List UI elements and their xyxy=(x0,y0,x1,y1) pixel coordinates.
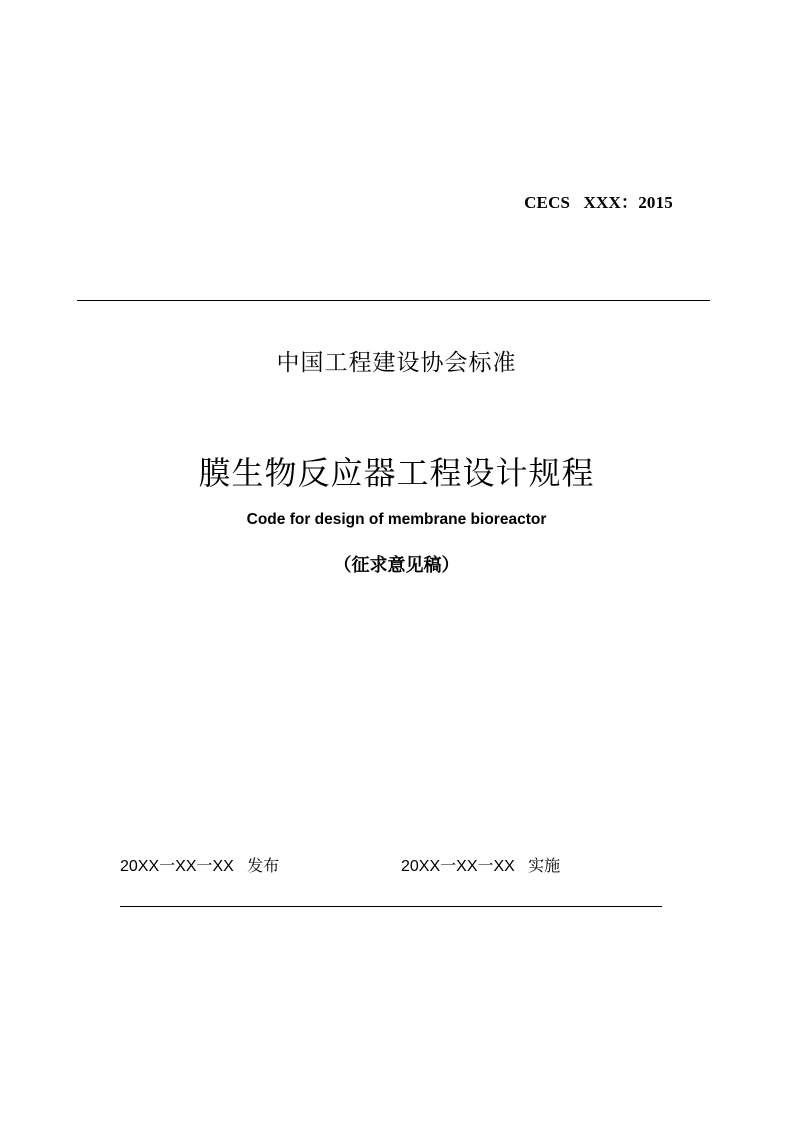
draft-status-note: （征求意见稿） xyxy=(333,555,460,576)
association-name: 中国工程建设协会标准 xyxy=(276,350,517,376)
bottom-divider xyxy=(120,906,662,907)
issue-date: 20XX一XX一XX 发布 xyxy=(120,858,280,875)
standard-code: CECS XXX：2015 xyxy=(524,193,673,212)
top-divider xyxy=(77,300,710,301)
document-title-english: Code for design of membrane bioreactor xyxy=(246,511,547,528)
effective-date: 20XX一XX一XX 实施 xyxy=(401,858,561,875)
document-title-chinese: 膜生物反应器工程设计规程 xyxy=(198,454,595,492)
